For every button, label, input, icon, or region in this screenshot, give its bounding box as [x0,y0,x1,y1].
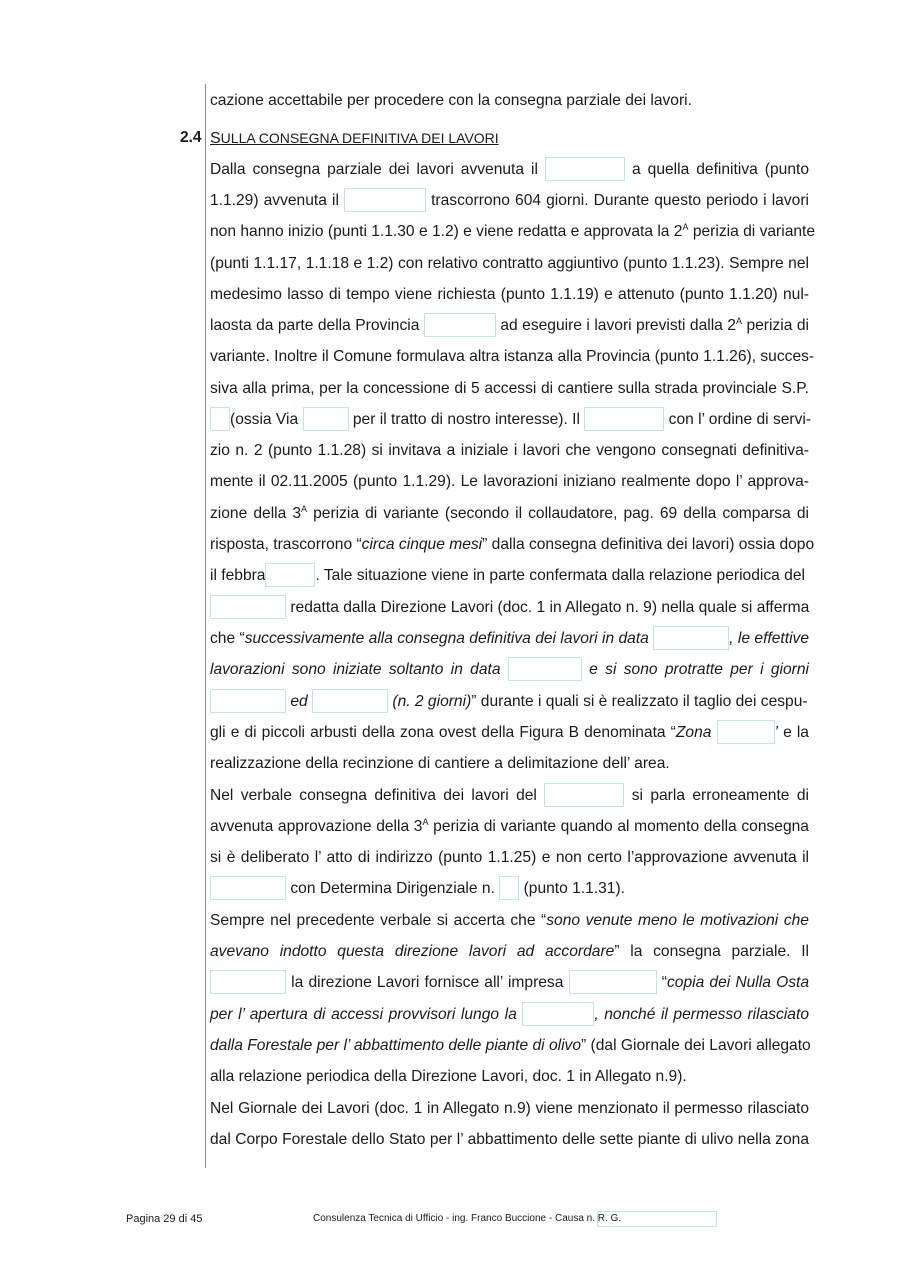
redacted-box [717,720,775,744]
paragraph-line: avvenuta approvazione della $3^A$ perizia di variante quando al momento della consegna [210,817,809,835]
paragraph-line: variante. Inoltre il Comune formulava altra istanza alla Provincia (punto 1.1.26), succes- [210,348,815,365]
redacted-box [265,563,315,587]
paragraph-line: medesimo lasso di tempo viene richiesta (punto 1.1.19) e attenuto (punto 1.1.20) nul- [210,286,809,303]
paragraph-line: lavorazioni sono iniziate soltanto in data e si sono protratte per i giorni [210,658,809,682]
redacted-box [544,783,624,807]
left-margin-rule [205,84,206,1168]
paragraph-line: Nel verbale consegna definitiva dei lavori del si parla erroneamente di [210,784,809,808]
redacted-box [424,313,496,337]
paragraph-line: siva alla prima, per la concessione di 5 accessi di cantiere sulla strada provinciale S.P. [210,380,809,397]
paragraph-line: risposta, trascorrono “circa cinque mesi” dalla consegna definitiva dei lavori) ossia dopo [210,536,815,553]
paragraph-line: (ossia Via per il tratto di nostro interesse). Il con l’ ordine di servi- [210,408,809,432]
paragraph-line: con Determina Dirigenziale n. (punto 1.1.31). [210,877,809,901]
paragraph-line: avevano indotto questa direzione lavori ad accordare” la consegna parziale. Il [210,943,809,960]
paragraph-line: non hanno inizio (punti 1.1.30 e 1.2) e viene redatta e approvata la $2^A$ perizia di variante [210,222,816,240]
redacted-box [210,876,286,900]
paragraph-line: zione della $3^A$ perizia di variante (secondo il collaudatore, pag. 69 della comparsa di [210,504,809,522]
paragraph-line: (punti 1.1.17, 1.1.18 e 1.2) con relativo contratto aggiuntivo (punto 1.1.23). Sempre nel [210,255,809,272]
paragraph-line: si è deliberato l’ atto di indirizzo (punto 1.1.25) e non certo l’approvazione avvenuta il [210,849,809,866]
redacted-box [584,407,664,431]
redacted-box [210,595,286,619]
redacted-box [508,657,582,681]
paragraph-line: Dalla consegna parziale dei lavori avvenuta il a quella definitiva (punto [210,158,809,182]
redacted-box [597,1211,717,1227]
paragraph-line: ed (n. 2 giorni)” durante i quali si è realizzato il taglio dei cespu- [210,690,809,714]
page-number: Pagina 29 di 45 [126,1213,203,1225]
footer-text: Consulenza Tecnica di Ufficio - ing. Franco Buccione - Causa n. R. G. [313,1213,622,1224]
redacted-box [499,876,519,900]
paragraph-line: Sempre nel precedente verbale si accerta che “sono venute meno le motivazioni che [210,912,809,929]
paragraph-line: realizzazione della recinzione di cantiere a delimitazione dell’ area. [210,755,670,772]
paragraph-line: gli e di piccoli arbusti della zona ovest della Figura B denominata “Zona ’ e la [210,721,809,745]
paragraph-line: 1.1.29) avvenuta il trascorrono 604 giorni. Durante questo periodo i lavori [210,189,809,213]
redacted-box [210,689,286,713]
redacted-box [210,970,286,994]
paragraph-line: zio n. 2 (punto 1.1.28) si invitava a iniziale i lavori che vengono consegnati definitiva- [210,442,809,459]
redacted-box [303,407,349,431]
redacted-box [545,157,625,181]
redacted-box [569,970,657,994]
section-heading: SULLA CONSEGNA DEFINITIVA DEI LAVORI [210,130,499,147]
paragraph-line: mente il 02.11.2005 (punto 1.1.29). Le lavorazioni iniziano realmente dopo l’ approva- [210,473,809,490]
paragraph-line: per l’ apertura di accessi provvisori lungo la , nonché il permesso rilasciato [210,1003,809,1027]
redacted-box [522,1002,594,1026]
paragraph-line: cazione accettabile per procedere con la consegna parziale dei lavori. [210,92,692,109]
paragraph-line: laosta da parte della Provincia ad eseguire i lavori previsti dalla $2^A$ perizia di [210,314,809,338]
paragraph-line: la direzione Lavori fornisce all’ impresa “copia dei Nulla Osta [210,971,809,995]
redacted-box [210,407,230,431]
paragraph-line: il febbra . Tale situazione viene in parte confermata dalla relazione periodica del [210,564,809,588]
paragraph-line: dalla Forestale per l’ abbattimento delle piante di olivo” (dal Giornale dei Lavori allegato [210,1037,811,1054]
paragraph-line: dal Corpo Forestale dello Stato per l’ abbattimento delle sette piante di ulivo nella zona [210,1131,809,1148]
paragraph-line: Nel Giornale dei Lavori (doc. 1 in Allegato n.9) viene menzionato il permesso rilasciato [210,1100,809,1117]
section-number: 2.4 [180,129,202,146]
redacted-box [344,188,426,212]
redacted-box [653,626,729,650]
redacted-box [312,689,388,713]
paragraph-line: redatta dalla Direzione Lavori (doc. 1 in Allegato n. 9) nella quale si afferma [210,596,809,620]
paragraph-line: alla relazione periodica della Direzione Lavori, doc. 1 in Allegato n.9). [210,1068,687,1085]
paragraph-line: che “successivamente alla consegna definitiva dei lavori in data , le effettive [210,627,809,651]
